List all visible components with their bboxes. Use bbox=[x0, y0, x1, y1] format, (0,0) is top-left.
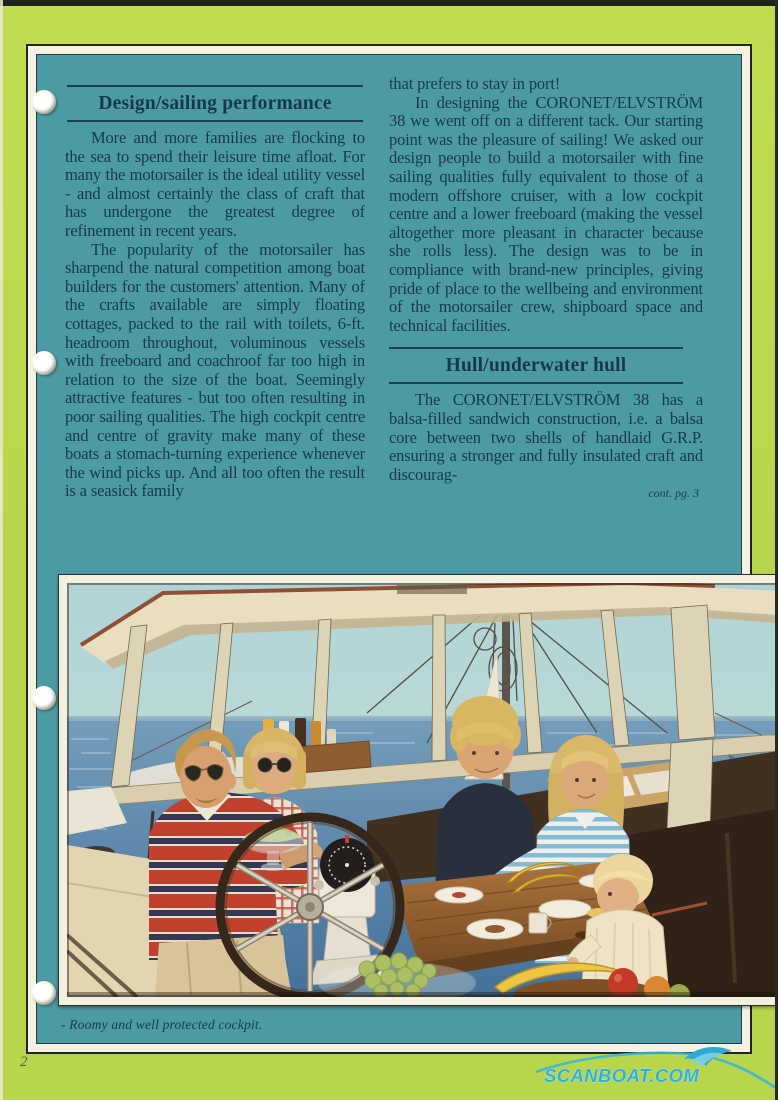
paragraph: The popularity of the motorsailer has sharpend the natural competition among boat builders for the customers' attention. Many of the crafts available are simply floating cottages, packed to the rail with toilets, 6-ft. headroom throughout, voluminous vessels with freeboard and coachroof far too high in relation to the size of the boat. Seemingly attractive features - but too often resulting in poor sailing qualities. The high cockpit centre and centre of gravity make many of these boats a stomach-turning experience whenever the wind picks up. And all too often the result is a seasick family bbox=[65, 239, 365, 501]
paragraph: The CORONET/ELVSTRÖM 38 has a balsa-filled sandwich construction, i.e. a balsa core between two shells of handlaid G.R.P. ensuring a stronger and fully insulated craft and discourag- bbox=[389, 390, 703, 484]
scan-left-edge bbox=[0, 0, 3, 1100]
page-number: 2 bbox=[20, 1054, 28, 1070]
punch-hole bbox=[32, 351, 56, 375]
punch-hole bbox=[32, 981, 56, 1005]
punch-hole bbox=[32, 90, 56, 114]
punch-hole bbox=[32, 686, 56, 710]
article-column-left bbox=[65, 85, 365, 577]
photo-warm-tint bbox=[67, 583, 778, 997]
paragraph-continuation: that prefers to stay in port! bbox=[389, 75, 561, 93]
cockpit-photo-illustration bbox=[67, 583, 778, 997]
section-heading-hull: Hull/underwater hull bbox=[389, 347, 683, 384]
photo-frame bbox=[58, 574, 778, 1006]
watermark-text: SCANBOAT.COM bbox=[544, 1065, 700, 1086]
section-heading-design: Design/sailing performance bbox=[67, 85, 363, 122]
article-column-right bbox=[389, 75, 703, 575]
photo-caption: - Roomy and well protected cockpit. bbox=[61, 1017, 263, 1032]
paragraph: In designing the CORONET/ELVSTRÖM 38 we went off on a different tack. Our starting point was the pleasure of sailing! We asked our design people to build a motorsailer with fine sailing qualities fully equivalent to those of a modern offshore cruiser, with a low cockpit centre and a lower freeboard (making the vessel altogether more pleasant in character because she rolls less). The design was to be in compliance with brand-new principles, giving pride of place to the wellbeing and environment of the motorsailer crew, shipboard space and technical facilities. bbox=[389, 92, 703, 335]
continued-note: cont. pg. 3 bbox=[648, 486, 699, 501]
scanboat-watermark bbox=[534, 1042, 778, 1098]
paragraph: More and more families are flocking to the sea to spend their leisure time afloat. For many the motorsailer is the ideal utility vessel - and almost certainly the class of craft that has undergone the greatest degree of refinement in recent years. bbox=[65, 128, 365, 240]
